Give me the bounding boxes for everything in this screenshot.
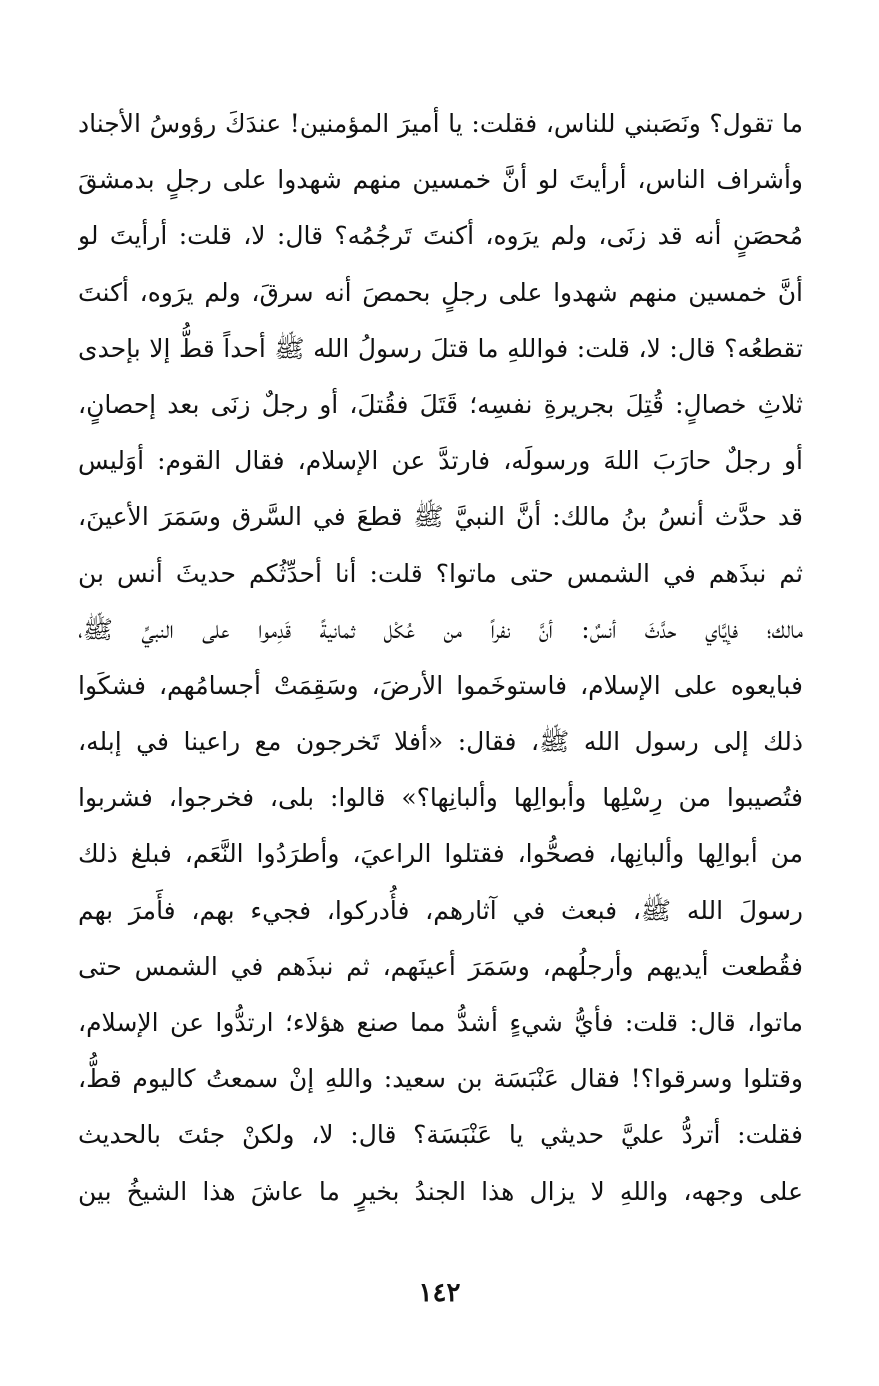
text-line: فقلت: أتردُّ عليَّ حديثي يا عَنْبَسَة؟ قال: لا، ولكنْ جئتَ بالحديث (78, 1120, 803, 1150)
text-line: من أبوالِها وألبانِها، فصحُّوا، فقتلوا الراعيَ، وأطرَدُوا النَّعَم، فبلغ ذلك (78, 839, 803, 869)
text-line: تقطعُه؟ قال: لا، قلت: فواللهِ ما قتلَ رسولُ الله ﷺ أحداً قطُّ إلا بإحدى (78, 333, 803, 363)
text-line: ماتوا، قال: قلت: فأيُّ شيءٍ أشدُّ مما صنع هؤلاء؛ ارتدُّوا عن الإسلام، (78, 1008, 803, 1037)
body-text (78, 96, 803, 1220)
text-line: فبايعوه على الإسلام، فاستوخَموا الأرضَ، وسَقِمَتْ أجسامُهم، فشكَوا (78, 670, 803, 700)
text-line: فقُطعت أيديهم وأرجلُهم، وسَمَرَ أعينَهم، ثم نبذَهم في الشمس حتى (78, 951, 803, 981)
text-line: مُحصَنٍ أنه قد زنَى، ولم يرَوه، أكنتَ تَرجُمُه؟ قال: لا، قلت: أرأيتَ لو (78, 221, 803, 251)
text-line: ثلاثِ خصالٍ: قُتِلَ بجريرةِ نفسِه؛ قَتَلَ فقُتلَ، أو رجلٌ زنَى بعد إحصانٍ، (78, 389, 803, 419)
text-line: قد حدَّث أنسُ بنُ مالك: أنَّ النبيَّ ﷺ قطعَ في السَّرق وسَمَرَ الأعينَ، (78, 502, 803, 532)
text-line: مالك؛ فإيَّاي حدَّثَ أنسٌ: أنَّ نفراً من عُكْل ثمانيةً قَدِموا على النبيِّ ﷺ، (78, 614, 803, 644)
text-line: ثم نبذَهم في الشمس حتى ماتوا؟ قلت: أنا أحدِّثُكم حديثَ أنس بن (78, 558, 803, 588)
page-number: ١٤٢ (418, 1278, 461, 1308)
text-line: على وجهه، واللهِ لا يزال هذا الجندُ بخيرٍ ما عاشَ هذا الشيخُ بين (78, 1176, 803, 1206)
text-line: رسولَ الله ﷺ، فبعث في آثارهم، فأُدركوا، فجيء بهم، فأَمرَ بهم (78, 895, 803, 925)
text-line: ذلك إلى رسول الله ﷺ، فقال: «أفلا تَخرجون مع راعينا في إبله، (78, 727, 803, 757)
text-line: أنَّ خمسين منهم شهدوا على رجلٍ بحمصَ أنه سرقَ، ولم يرَوه، أكنتَ (78, 277, 803, 307)
text-line: فتُصيبوا من رِسْلِها وأبوالِها وألبانِها؟» قالوا: بلى، فخرجوا، فشربوا (78, 783, 803, 813)
text-line: أو رجلٌ حارَبَ اللهَ ورسولَه، فارتدَّ عن الإسلام، فقال القوم: أوَليس (78, 446, 803, 476)
text-line: وأشراف الناس، أرأيتَ لو أنَّ خمسين منهم شهدوا على رجلٍ بدمشقَ (78, 165, 803, 195)
text-line: وقتلوا وسرقوا؟! فقال عَنْبَسَة بن سعيد: واللهِ إنْ سمعتُ كاليوم قطُّ، (78, 1064, 803, 1094)
text-line: ما تقول؟ ونَصَبني للناس، فقلت: يا أميرَ المؤمنين! عندَكَ رؤوسُ الأجناد (78, 109, 803, 138)
